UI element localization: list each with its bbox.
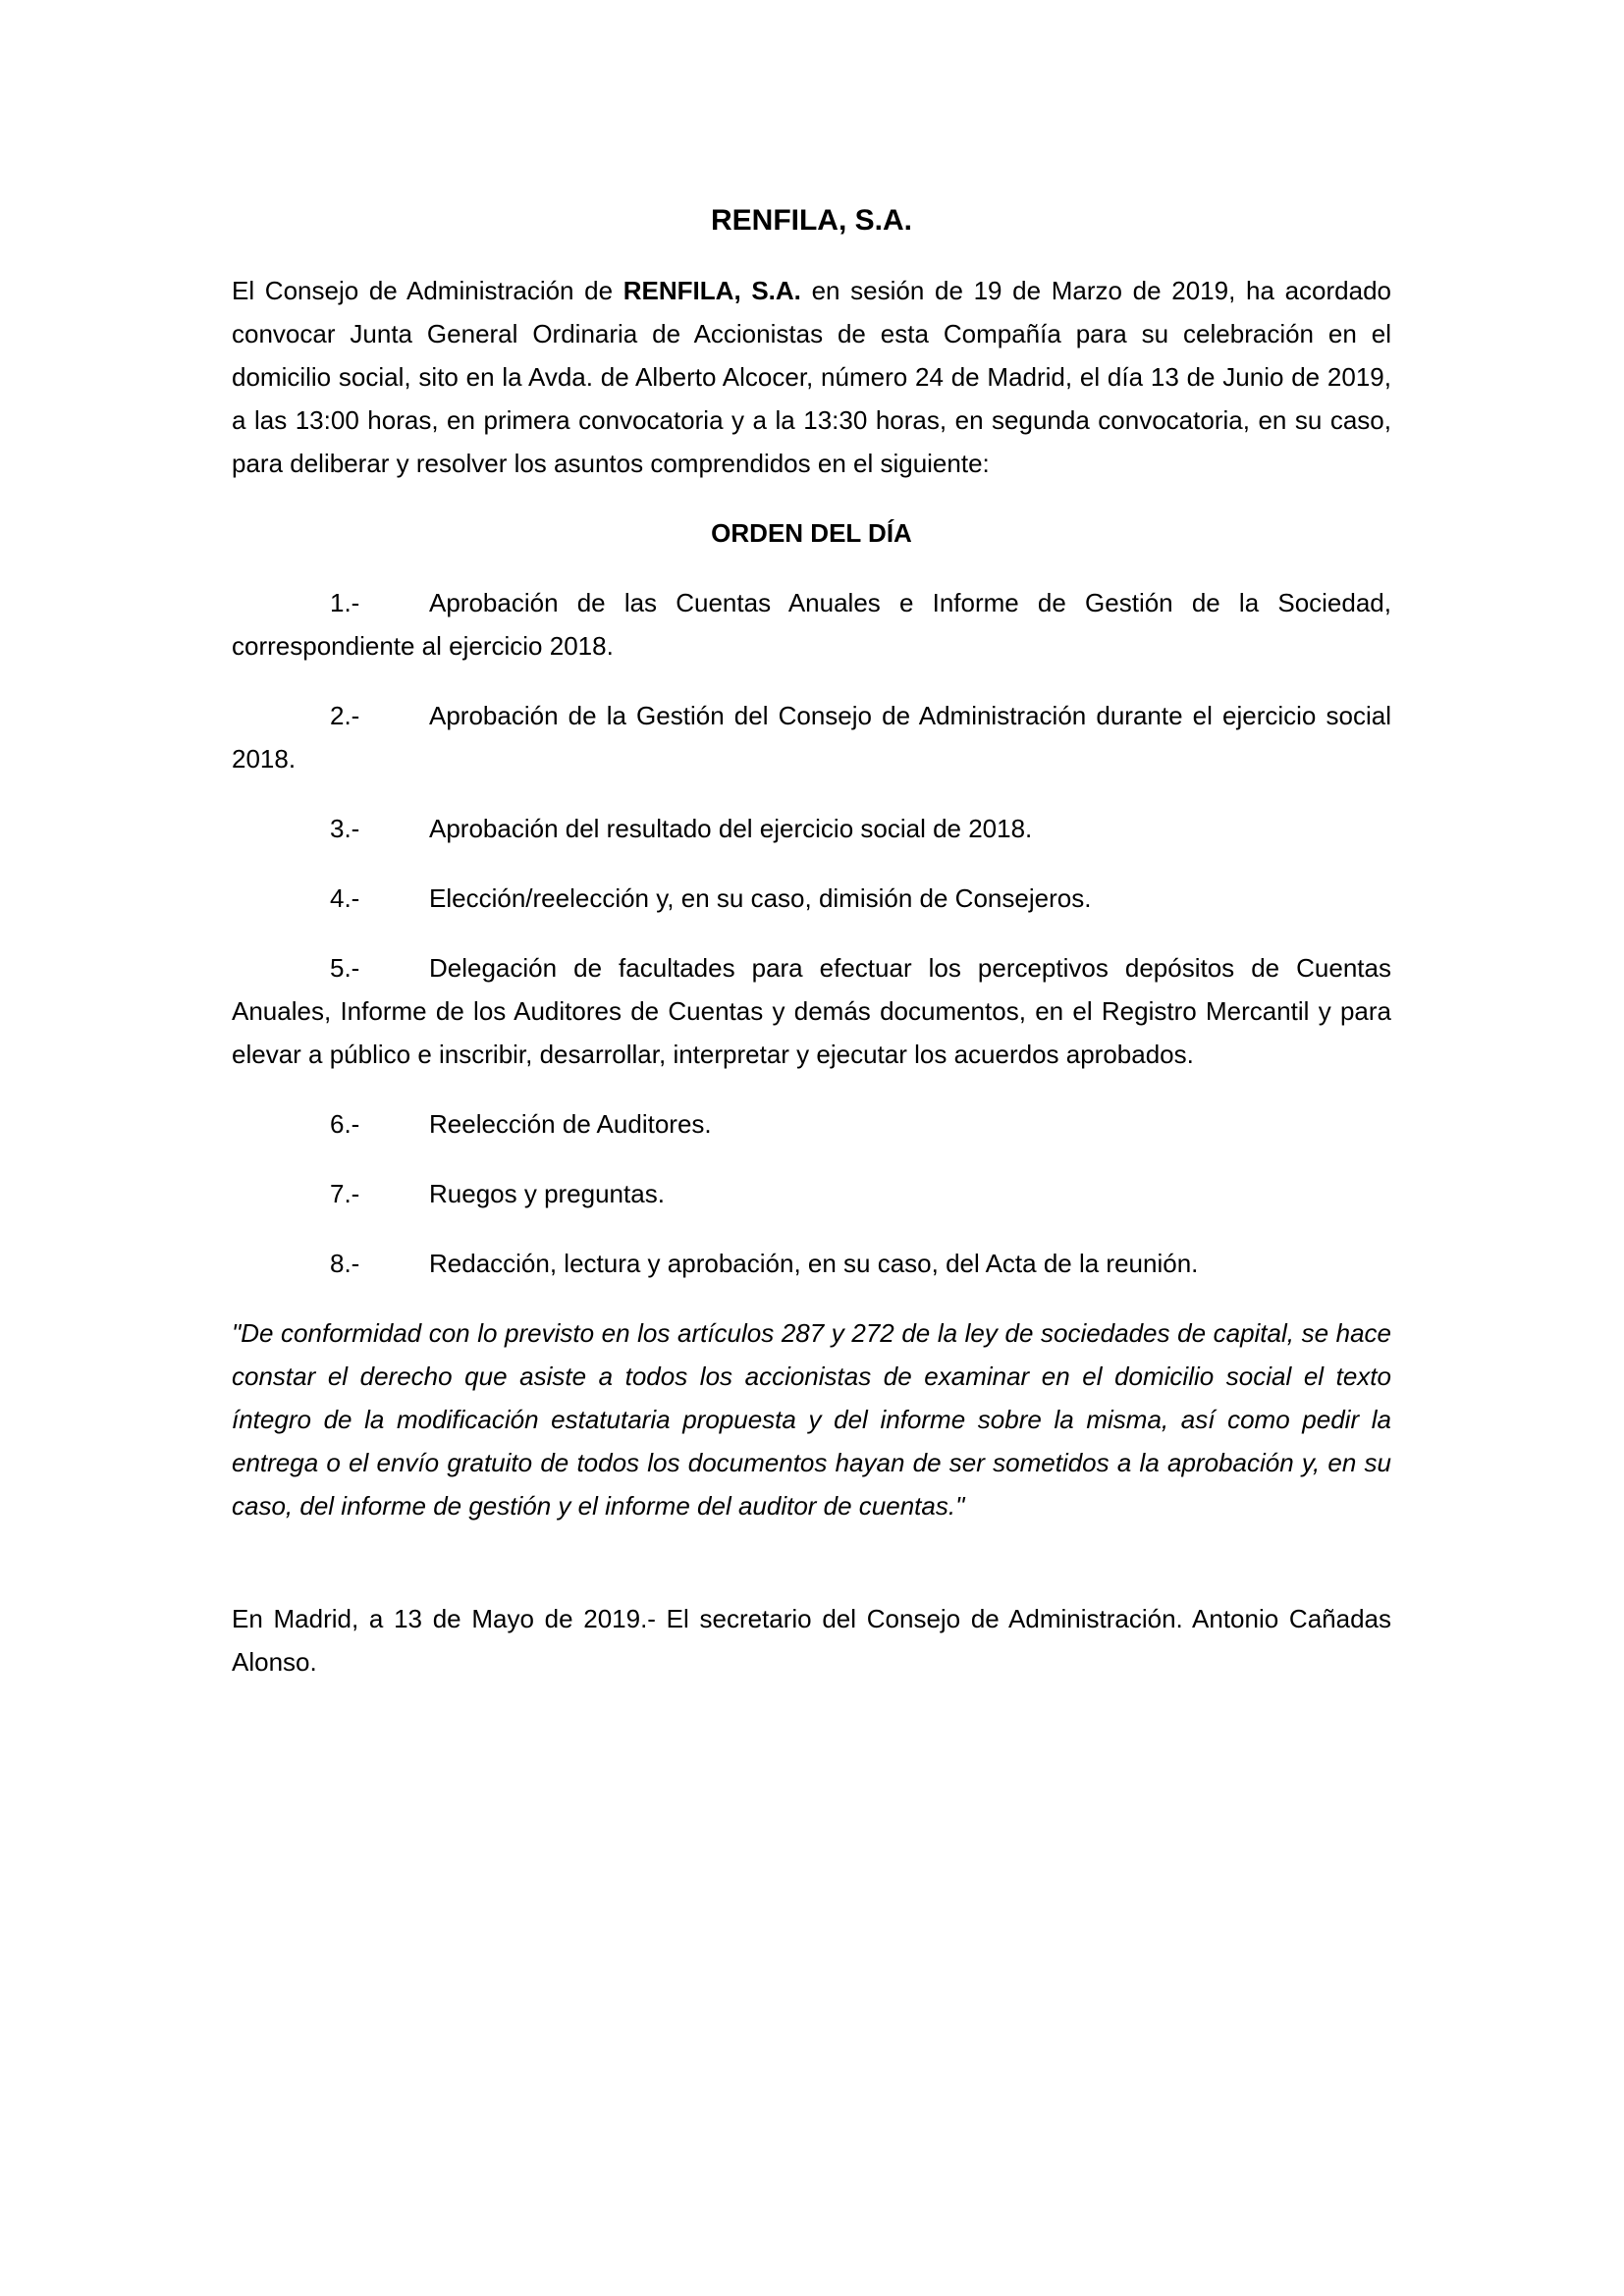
agenda-item-6 <box>232 1102 1391 1146</box>
agenda-item-8 <box>232 1242 1391 1285</box>
agenda-item-number: 6.- <box>330 1109 360 1139</box>
agenda-item-4 <box>232 877 1391 920</box>
agenda-item-1 <box>232 581 1391 667</box>
agenda-item-text: Ruegos y preguntas. <box>429 1179 665 1208</box>
agenda-item-2 <box>232 694 1391 780</box>
agenda-item-text: Aprobación de las Cuentas Anuales e Informe de Gestión de la Sociedad, correspondiente al ejercicio 2018. <box>232 588 1391 661</box>
agenda-item-7 <box>232 1172 1391 1215</box>
company-name-bold: RENFILA, S.A. <box>623 276 801 305</box>
agenda-item-number: 2.- <box>330 701 360 730</box>
agenda-heading: ORDEN DEL DÍA <box>711 518 912 548</box>
agenda-item-text: Reelección de Auditores. <box>429 1109 712 1139</box>
intro-text-after-company: en sesión de 19 de Marzo de 2019, ha acordado convocar Junta General Ordinaria de Accionistas de esta Compañía para su celebración en el domicilio social, sito en la Avda. de Alberto Alcocer, número 24 de Madrid, el día 13 de Junio de 2019, a las 13:00 horas, en primera convocatoria y a la 13:30 horas, en segunda convocatoria, en su caso, para deliberar y resolver los asuntos comprendidos en el siguiente: <box>232 276 1391 478</box>
agenda-item-number: 5.- <box>330 953 360 983</box>
agenda-item-number: 4.- <box>330 883 360 913</box>
agenda-item-text: Aprobación de la Gestión del Consejo de Administración durante el ejercicio social 2018. <box>232 701 1391 774</box>
agenda-item-5 <box>232 946 1391 1076</box>
intro-paragraph <box>232 269 1391 485</box>
document-title: RENFILA, S.A. <box>710 204 912 237</box>
agenda-item-text: Aprobación del resultado del ejercicio social de 2018. <box>429 814 1033 843</box>
agenda-item-text: Delegación de facultades para efectuar los perceptivos depósitos de Cuentas Anuales, Informe de los Auditores de Cuentas y demás documentos, en el Registro Mercantil y para elevar a público e inscribir, desarrollar, interpretar y ejecutar los acuerdos aprobados. <box>232 953 1391 1069</box>
agenda-item-number: 8.- <box>330 1249 360 1278</box>
agenda-item-number: 7.- <box>330 1179 360 1208</box>
closing-paragraph: En Madrid, a 13 de Mayo de 2019.- El secretario del Consejo de Administración. Antonio Cañadas Alonso. <box>232 1604 1391 1677</box>
document-content <box>232 199 1391 1710</box>
agenda-item-number: 1.- <box>330 588 360 617</box>
intro-text-before-company: El Consejo de Administración de <box>232 276 623 305</box>
legal-notice-paragraph: "De conformidad con lo previsto en los artículos 287 y 272 de la ley de sociedades de capital, se hace constar el derecho que asiste a todos los accionistas de examinar en el domicilio social el texto íntegro de la modificación estatutaria propuesta y del informe sobre la misma, así como pedir la entrega o el envío gratuito de todos los documentos hayan de ser sometidos a la aprobación y, en su caso, del informe de gestión y el informe del auditor de cuentas." <box>232 1318 1391 1521</box>
agenda-item-text: Elección/reelección y, en su caso, dimisión de Consejeros. <box>429 883 1092 913</box>
agenda-item-text: Redacción, lectura y aprobación, en su caso, del Acta de la reunión. <box>429 1249 1199 1278</box>
agenda-item-number: 3.- <box>330 814 360 843</box>
agenda-item-3 <box>232 807 1391 850</box>
